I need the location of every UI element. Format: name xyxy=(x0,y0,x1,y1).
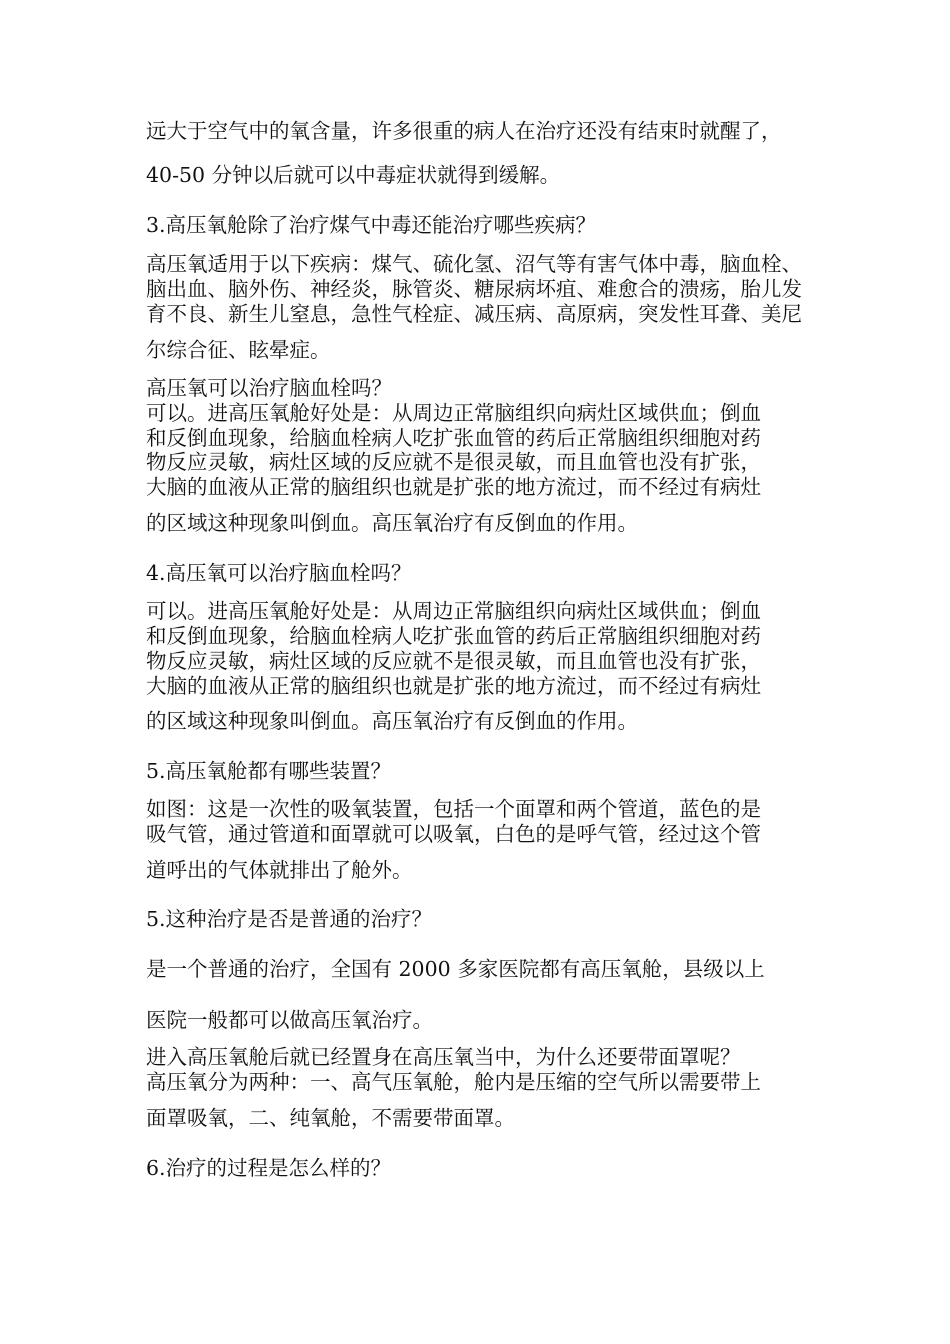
section-heading: 5.这种治疗是否是普通的治疗？ xyxy=(146,907,433,931)
section-heading: 4.高压氧可以治疗脑血栓吗？ xyxy=(146,561,412,585)
body-text-line: 的区域这种现象叫倒血。高压氧治疗有反倒血的作用。 xyxy=(146,511,638,535)
body-text-line: 远大于空气中的氧含量，许多很重的病人在治疗还没有结束时就醒了， xyxy=(146,119,782,143)
body-text-line: 大脑的血液从正常的脑组织也就是扩张的地方流过，而不经过有病灶 xyxy=(146,475,761,499)
body-text-line: 道呼出的气体就排出了舱外。 xyxy=(146,858,413,882)
body-text-line: 和反倒血现象，给脑血栓病人吃扩张血管的药后正常脑组织细胞对药 xyxy=(146,624,761,648)
body-text-line: 高压氧分为两种：一、高气压氧舱，舱内是压缩的空气所以需要带上 xyxy=(146,1070,761,1094)
body-text-line: 是一个普通的治疗，全国有 2000 多家医院都有高压氧舱，县级以上 xyxy=(146,957,765,981)
body-text-line: 物反应灵敏，病灶区域的反应就不是很灵敏，而且血管也没有扩张， xyxy=(146,450,761,474)
body-text-line: 的区域这种现象叫倒血。高压氧治疗有反倒血的作用。 xyxy=(146,709,638,733)
body-text-line: 如图：这是一次性的吸氧装置，包括一个面罩和两个管道，蓝色的是 xyxy=(146,797,761,821)
section-heading: 6.治疗的过程是怎么样的？ xyxy=(146,1156,392,1180)
body-text-line: 可以。进高压氧舱好处是：从周边正常脑组织向病灶区域供血；倒血 xyxy=(146,401,761,425)
body-text-line: 40-50 分钟以后就可以中毒症状就得到缓解。 xyxy=(146,163,561,187)
body-text-line: 高压氧适用于以下疾病：煤气、硫化氢、沼气等有害气体中毒，脑血栓、 xyxy=(146,252,802,276)
body-text-line: 可以。进高压氧舱好处是：从周边正常脑组织向病灶区域供血；倒血 xyxy=(146,599,761,623)
body-text-line: 育不良、新生儿窒息，急性气栓症、减压病、高原病，突发性耳聋、美尼 xyxy=(146,302,802,326)
body-text-line: 大脑的血液从正常的脑组织也就是扩张的地方流过，而不经过有病灶 xyxy=(146,674,761,698)
body-text-line: 医院一般都可以做高压氧治疗。 xyxy=(146,1008,433,1032)
body-text-line: 尔综合征、眩晕症。 xyxy=(146,338,331,362)
section-heading: 3.高压氧舱除了治疗煤气中毒还能治疗哪些疾病？ xyxy=(146,213,597,237)
body-text-line: 吸气管，通过管道和面罩就可以吸氧，白色的是呼气管，经过这个管 xyxy=(146,822,761,846)
body-text-line: 物反应灵敏，病灶区域的反应就不是很灵敏，而且血管也没有扩张， xyxy=(146,649,761,673)
body-text-line: 面罩吸氧，二、纯氧舱，不需要带面罩。 xyxy=(146,1106,515,1130)
section-heading: 5.高压氧舱都有哪些装置？ xyxy=(146,759,392,783)
question-line: 进入高压氧舱后就已经置身在高压氧当中，为什么还要带面罩呢？ xyxy=(146,1045,741,1069)
body-text-line: 脑出血、脑外伤、神经炎，脉管炎、糖尿病坏疽、难愈合的溃疡，胎儿发 xyxy=(146,277,802,301)
question-line: 高压氧可以治疗脑血栓吗？ xyxy=(146,376,392,400)
body-text-line: 和反倒血现象，给脑血栓病人吃扩张血管的药后正常脑组织细胞对药 xyxy=(146,426,761,450)
